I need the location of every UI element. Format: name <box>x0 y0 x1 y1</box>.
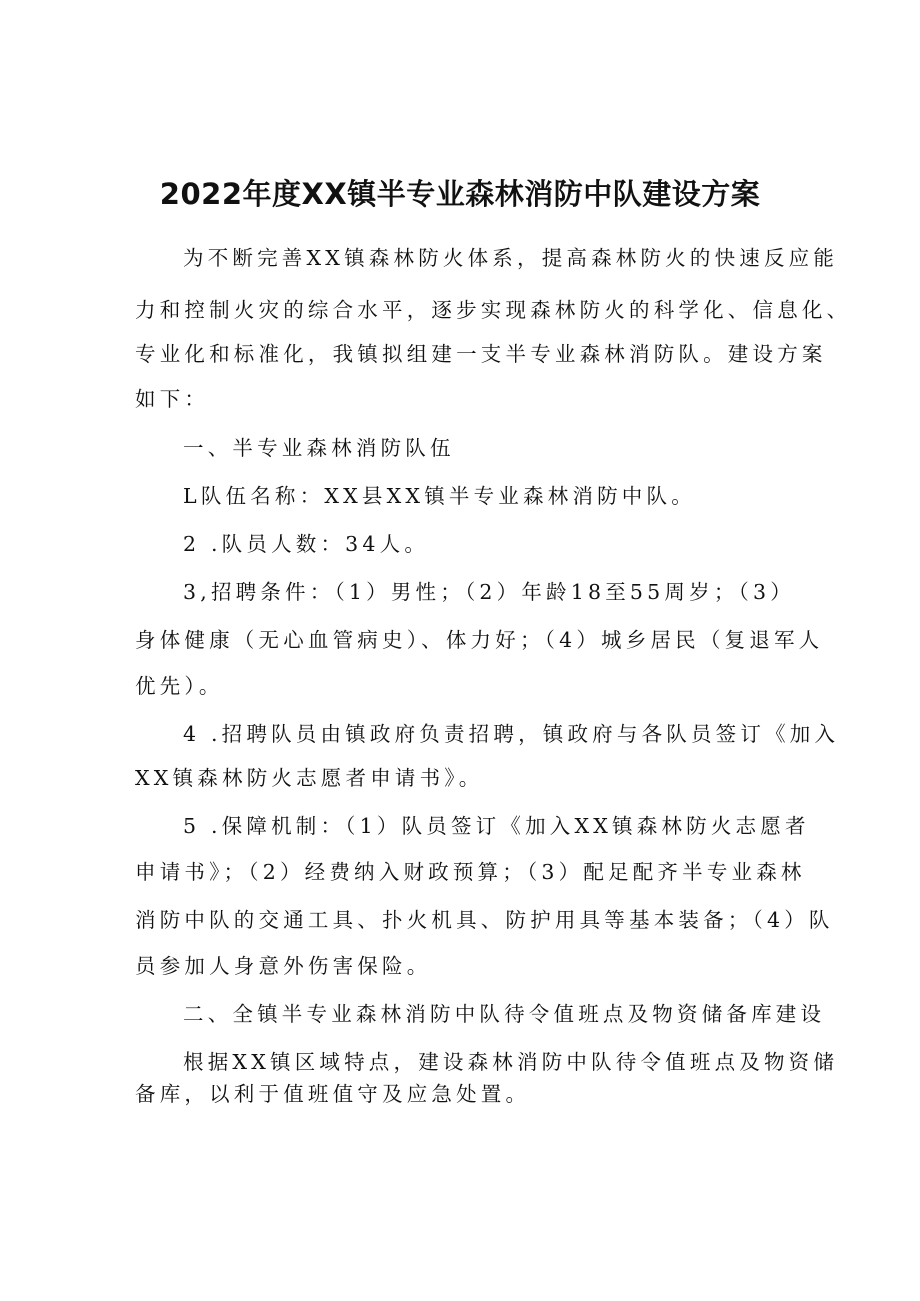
list-item: L队伍名称：XX县XX镇半专业森林消防中队。 <box>183 484 696 508</box>
paragraph-line: 力和控制火灾的综合水平，逐步实现森林防火的科学化、信息化、 <box>135 298 852 322</box>
list-item: 4 .招聘队员由镇政府负责招聘，镇政府与各队员签订《加入 <box>183 722 840 746</box>
paragraph-line: 专业化和标准化，我镇拟组建一支半专业森林消防队。建设方案 <box>135 342 827 366</box>
section-heading: 二、全镇半专业森林消防中队待令值班点及物资储备库建设 <box>183 1002 826 1026</box>
paragraph-line: 备库，以利于值班值守及应急处置。 <box>135 1082 531 1106</box>
paragraph-line: 员参加人身意外伤害保险。 <box>135 954 432 978</box>
section-heading: 一、半专业森林消防队伍 <box>183 436 455 460</box>
paragraph-line: 如下： <box>135 387 210 411</box>
document-title: 2022年度XX镇半专业森林消防中队建设方案 <box>159 177 761 211</box>
paragraph-line: 根据XX镇区域特点，建设森林消防中队待令值班点及物资储 <box>183 1050 839 1074</box>
paragraph-line: XX镇森林防火志愿者申请书》。 <box>135 766 484 790</box>
list-item: 3,招聘条件：（1）男性；（2）年龄18至55周岁；（3） <box>183 580 795 604</box>
paragraph-line: 优先）。 <box>135 674 224 698</box>
paragraph-line: 消防中队的交通工具、扑火机具、防护用具等基本装备；（4）队 <box>135 908 834 932</box>
paragraph-line: 身体健康（无心血管病史）、体力好；（4）城乡居民（复退军人 <box>135 628 824 652</box>
paragraph-line: 为不断完善XX镇森林防火体系，提高森林防火的快速反应能 <box>183 246 839 270</box>
list-item: 5 .保障机制：（1）队员签订《加入XX镇森林防火志愿者 <box>183 814 810 838</box>
list-item: 2 .队员人数：34人。 <box>183 532 430 556</box>
paragraph-line: 申请书》；（2）经费纳入财政预算；（3）配足配齐半专业森林 <box>135 860 806 884</box>
